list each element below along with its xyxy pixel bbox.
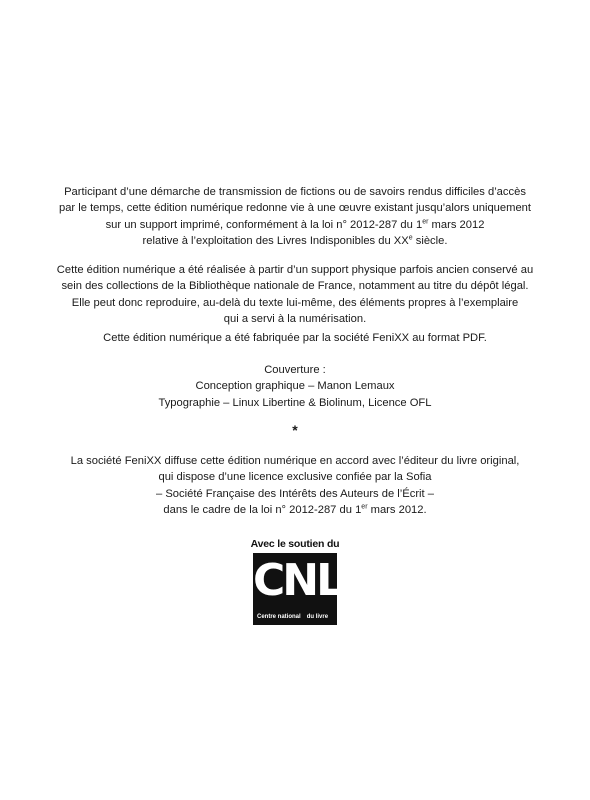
asterisk-separator: * [292,422,298,438]
paragraph-fabrication [40,330,550,346]
text-line: sur un support imprimé, conformément à la loi n° 2012-287 du 1er mars 2012 [105,218,485,231]
logo-letters: CNL [253,555,342,606]
text-line: sein des collections de la Bibliothèque nationale de France, notamment au titre du dépôt légal. [61,280,529,293]
credits-line: Conception graphique – Manon Lemaux [195,380,395,393]
text-line: La société FeniXX diffuse cette édition numérique en accord avec l’éditeur du livre original, [70,455,520,467]
text-line: – Société Française des Intérêts des Auteurs de l’Écrit – [156,487,434,500]
logo-subtitle: Centre national du livre [257,614,329,620]
text-line: Cette édition numérique a été réalisée à partir d’un support physique parfois ancien conservé au [56,264,534,276]
text-line: Elle peut donc reproduire, au-delà du texte lui-même, des éléments propres à l’exemplaire [71,296,519,309]
text-line: Participant d’une démarche de transmission de fictions ou de savoirs rendus difficiles d’accès [64,186,526,198]
paragraph-distribution [40,453,550,519]
cnl-logo [238,538,352,625]
credits-line: Typographie – Linux Libertine & Biolinum, Licence OFL [158,396,432,409]
paragraph-transmission [40,184,550,250]
logo-tagline: Avec le soutien du [250,538,340,550]
text-line: dans le cadre de la loi n° 2012-287 du 1er mars 2012. [163,503,427,517]
text-line: qui a servi à la numérisation. [223,313,367,326]
logo-mark [253,553,342,625]
text-line: Cette édition numérique a été fabriquée par la société FeniXX au format PDF. [103,332,487,344]
paragraph-support [40,262,550,328]
text-line: qui dispose d’une licence exclusive confiée par la Sofia [158,471,432,484]
text-line: relative à l’exploitation des Livres Indisponibles du XXe siècle. [142,234,448,248]
text-line: par le temps, cette édition numérique redonne vie à une œuvre existant jusqu’alors uniquement [58,202,531,215]
credits-block [40,362,550,411]
credits-heading: Couverture : [264,364,326,376]
